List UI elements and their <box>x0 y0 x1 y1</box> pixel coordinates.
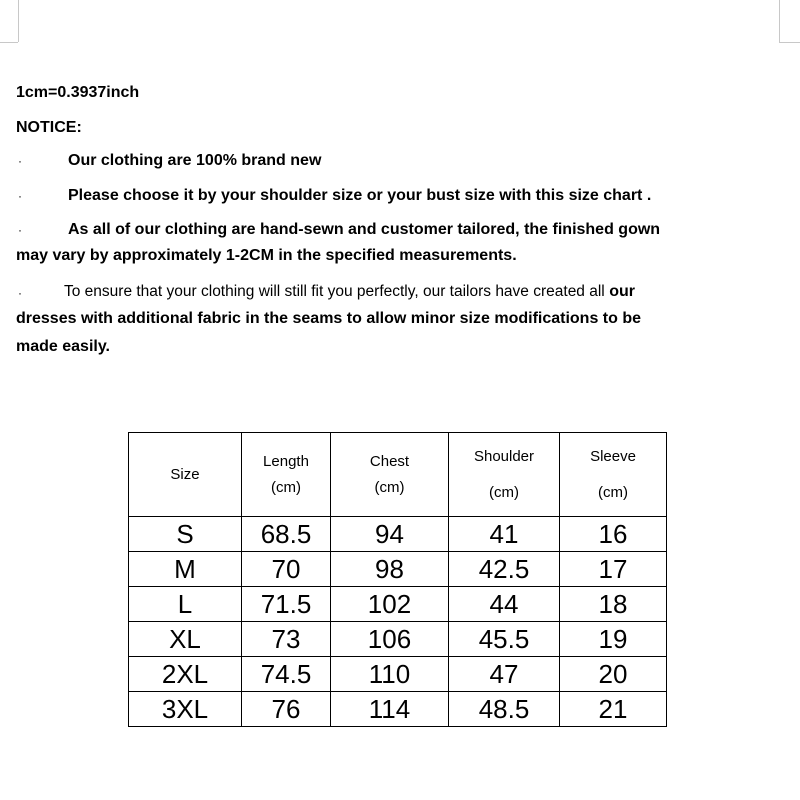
cell-shoulder: 44 <box>449 587 560 622</box>
header-chest-label: Chest <box>369 452 410 470</box>
notice-heading: NOTICE: <box>16 119 82 136</box>
size-chart-table <box>128 432 667 727</box>
cell-chest: 110 <box>331 657 449 692</box>
header-shoulder-label: Shoulder <box>473 447 535 465</box>
bullet-4: · <box>18 286 22 300</box>
cell-shoulder: 48.5 <box>449 692 560 727</box>
header-size <box>129 433 242 517</box>
cell-length: 74.5 <box>242 657 331 692</box>
cell-size: 3XL <box>129 692 242 727</box>
cell-sleeve: 21 <box>560 692 667 727</box>
note-choose-size: Please choose it by your shoulder size or your bust size with this size chart . <box>68 187 652 204</box>
cell-chest: 98 <box>331 552 449 587</box>
header-shoulder <box>449 433 560 517</box>
cell-chest: 106 <box>331 622 449 657</box>
note-hand-sewn-line-1: As all of our clothing are hand-sewn and customer tailored, the finished gown <box>68 221 661 238</box>
bullet-2: · <box>18 189 22 203</box>
cell-size: S <box>129 517 242 552</box>
cell-sleeve: 16 <box>560 517 667 552</box>
cell-sleeve: 19 <box>560 622 667 657</box>
cell-length: 76 <box>242 692 331 727</box>
cell-length: 70 <box>242 552 331 587</box>
cell-size: 2XL <box>129 657 242 692</box>
crop-mark-top-right-horizontal <box>779 42 800 43</box>
cell-shoulder: 47 <box>449 657 560 692</box>
header-sleeve-label: Sleeve <box>590 447 636 465</box>
cell-sleeve: 20 <box>560 657 667 692</box>
cell-length: 71.5 <box>242 587 331 622</box>
cell-shoulder: 41 <box>449 517 560 552</box>
table-row <box>129 657 667 692</box>
crop-mark-top-left-horizontal <box>0 42 18 43</box>
table-header-row <box>129 433 667 517</box>
cell-length: 73 <box>242 622 331 657</box>
cell-size: M <box>129 552 242 587</box>
note-extra-fabric-line-1 <box>64 282 635 302</box>
header-shoulder-unit: (cm) <box>489 483 519 501</box>
cell-size: XL <box>129 622 242 657</box>
unit-conversion: 1cm=0.3937inch <box>16 84 140 101</box>
header-length-label: Length <box>263 452 309 470</box>
note-extra-fabric-line-1-light: To ensure that your clothing will still fit you perfectly, our tailors have created all <box>64 283 605 300</box>
bullet-3: · <box>18 223 22 237</box>
note-extra-fabric-line-3: made easily. <box>16 338 110 355</box>
cell-sleeve: 18 <box>560 587 667 622</box>
cell-chest: 94 <box>331 517 449 552</box>
bullet-1: · <box>18 154 22 168</box>
note-hand-sewn-line-2: may vary by approximately 1-2CM in the specified measurements. <box>16 247 517 264</box>
note-extra-fabric-line-1-bold: our <box>609 283 635 300</box>
crop-mark-top-right-vertical <box>779 0 780 42</box>
header-sleeve <box>560 433 667 517</box>
header-chest-unit: (cm) <box>374 478 405 496</box>
cell-shoulder: 42.5 <box>449 552 560 587</box>
header-chest <box>331 433 449 517</box>
cell-chest: 114 <box>331 692 449 727</box>
header-length <box>242 433 331 517</box>
table-row <box>129 517 667 552</box>
header-size-label: Size <box>170 465 200 483</box>
cell-chest: 102 <box>331 587 449 622</box>
cell-shoulder: 45.5 <box>449 622 560 657</box>
note-extra-fabric-line-2: dresses with additional fabric in the seams to allow minor size modifications to be <box>16 310 642 327</box>
header-sleeve-unit: (cm) <box>598 483 628 501</box>
table-row <box>129 622 667 657</box>
table-row <box>129 552 667 587</box>
table-row <box>129 587 667 622</box>
cell-length: 68.5 <box>242 517 331 552</box>
note-brand-new: Our clothing are 100% brand new <box>68 152 322 169</box>
table-row <box>129 692 667 727</box>
header-length-unit: (cm) <box>271 478 301 496</box>
crop-mark-top-left-vertical <box>18 0 19 42</box>
cell-size: L <box>129 587 242 622</box>
cell-sleeve: 17 <box>560 552 667 587</box>
